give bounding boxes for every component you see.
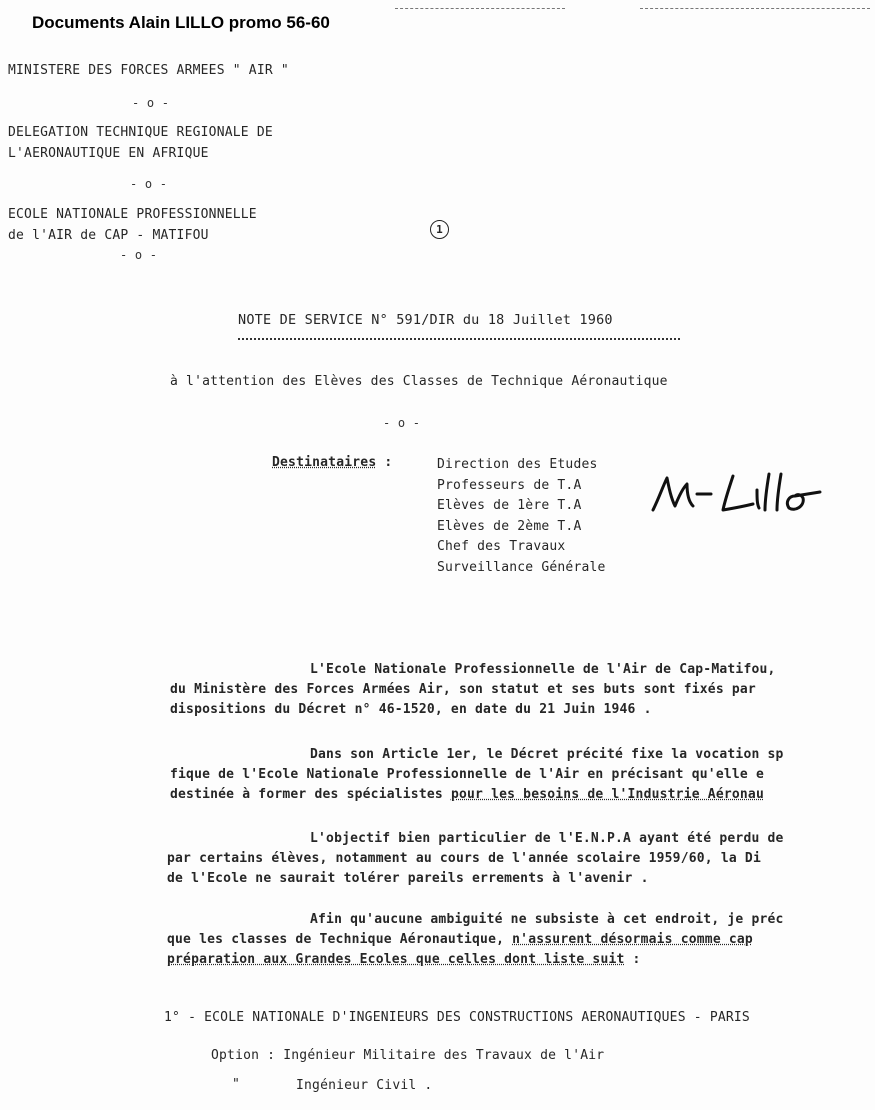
paragraph-4-line-3 [167,950,641,970]
top-dashed-rule [395,8,565,9]
paragraph-3-line-1: L'objectif bien particulier de l'E.N.P.A ayant été perdu de [310,831,784,846]
school-list-item-1: 1° - ECOLE NATIONALE D'INGENIEURS DES CONSTRUCTIONS AERONAUTIQUES - PARIS [164,1010,750,1025]
paragraph-4-underlined-text: préparation aux Grandes Ecoles que celles dont liste suit [167,952,625,967]
delegation-line-1: DELEGATION TECHNIQUE REGIONALE DE [8,125,273,140]
page-number: 1 [430,220,449,239]
paragraph-3-line-3: de l'Ecole ne saurait tolérer pareils errements à l'avenir . [167,871,649,886]
paragraph-4-underlined-text: n'assurent désormais comme cap [512,932,753,947]
paragraph-4-colon: : [624,952,641,967]
ditto-mark: " [232,1077,241,1092]
school-line-2: de l'AIR de CAP - MATIFOU [8,228,209,243]
option-civil: Ingénieur Civil . [296,1078,433,1093]
recipient-item: Elèves de 2ème T.A [437,518,582,534]
option-line: Option : Ingénieur Militaire des Travaux de l'Air [211,1048,605,1063]
recipient-item: Elèves de 1ère T.A [437,498,582,513]
ministry-name: MINISTERE DES FORCES ARMEES " AIR " [8,63,289,78]
attention-line: à l'attention des Elèves des Classes de Technique Aéronautique [170,374,668,389]
separator: - o - [120,248,158,262]
handwritten-signature [645,470,845,520]
school-line-1: ECOLE NATIONALE PROFESSIONNELLE [8,207,257,222]
paragraph-2-text: destinée à former des spécialistes [170,787,451,802]
top-dashed-rule [640,8,870,9]
recipients-label-text: Destinataires [272,455,377,470]
paragraph-1-line-3: dispositions du Décret n° 46-1520, en date du 21 Juin 1946 . [170,702,652,717]
recipient-item: Direction des Etudes [437,457,598,472]
separator: - o - [383,416,421,430]
delegation-heading [8,122,273,164]
separator: - o - [130,177,168,191]
paragraph-4-line-1: Afin qu'aucune ambiguité ne subsiste à cet endroit, je préc [310,912,784,927]
paragraph-2-line-2: fique de l'Ecole Nationale Professionnelle de l'Air en précisant qu'elle e [170,767,764,782]
note-title: NOTE DE SERVICE N° 591/DIR du 18 Juillet 1960 [238,312,613,328]
recipients-colon: : [384,455,393,470]
recipients-list [437,455,606,578]
paragraph-4-text: que les classes de Technique Aéronautique, [167,932,513,947]
ministry-heading [8,60,289,81]
title-underline [238,338,680,340]
document-caption: Documents Alain LILLO promo 56-60 [32,13,330,32]
recipient-item: Professeurs de T.A [437,477,582,493]
delegation-line-2: L'AERONAUTIQUE EN AFRIQUE [8,146,209,161]
paragraph-4-line-2 [167,930,753,950]
separator: - o - [132,96,170,110]
paragraph-1-line-1: L'Ecole Nationale Professionnelle de l'Air de Cap-Matifou, [310,662,776,677]
recipients-label [272,455,392,470]
paragraph-2-underlined-text: pour les besoins de l'Industrie Aéronau [450,787,764,802]
paragraph-1-line-2: du Ministère des Forces Armées Air, son statut et ses buts sont fixés par [170,682,756,697]
paragraph-3-line-2: par certains élèves, notamment au cours de l'année scolaire 1959/60, la Di [167,851,761,866]
recipient-item: Chef des Travaux [437,539,566,554]
paragraph-2-line-1: Dans son Article 1er, le Décret précité fixe la vocation sp [310,747,784,762]
recipient-item: Surveillance Générale [437,559,606,575]
paragraph-2-line-3 [170,785,764,805]
school-heading [8,204,257,246]
